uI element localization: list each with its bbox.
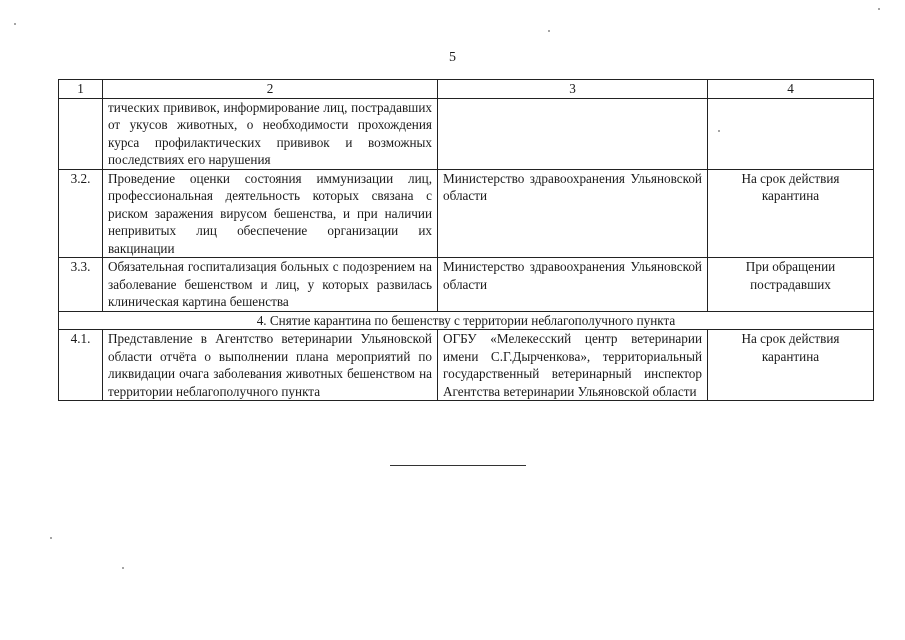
row-number (59, 98, 103, 169)
section-heading-row (59, 311, 874, 330)
measure-cell: Проведение оценки состояния иммунизации лиц, профессиональная деятельность которых связана с риском заражения вирусом бешенства, и при наличии непривитых лиц обеспечение организации их вакцинации (103, 169, 438, 258)
scan-speck (50, 537, 52, 539)
measures-table (58, 79, 874, 401)
scan-speck (14, 23, 16, 25)
table-row (59, 169, 874, 258)
scan-speck (548, 30, 550, 32)
column-header-1: 1 (59, 80, 103, 99)
executor-cell: Министерство здравоохранения Ульяновской области (438, 169, 708, 258)
term-cell: На срок действия карантина (708, 330, 874, 401)
scan-speck (878, 8, 880, 10)
measure-cell: Обязательная госпитализация больных с подозрением на заболевание бешенством и лиц, у которых развилась клиническая картина бешенства (103, 258, 438, 312)
row-number: 4.1. (59, 330, 103, 401)
section-4-title: 4. Снятие карантина по бешенству с территории неблагополучного пункта (59, 311, 874, 330)
executor-cell (438, 98, 708, 169)
column-header-3: 3 (438, 80, 708, 99)
page-number: 5 (449, 50, 456, 65)
table-header-row (59, 80, 874, 99)
term-cell: При обращении пострадавших (708, 258, 874, 312)
table-row (59, 98, 874, 169)
row-number: 3.3. (59, 258, 103, 312)
column-header-2: 2 (103, 80, 438, 99)
term-cell: На срок действия карантина (708, 169, 874, 258)
measure-cell: Представление в Агентство ветеринарии Ульяновской области отчёта о выполнении плана мероприятий по ликвидации очага заболевания животных бешенством на территории неблагополучного пункта (103, 330, 438, 401)
column-header-4: 4 (708, 80, 874, 99)
scan-speck (122, 567, 124, 569)
measure-cell: тических прививок, информирование лиц, пострадавших от укусов животных, о необходимости прохождения курса профилактических прививок и возможных последствиях его нарушения (103, 98, 438, 169)
table-row (59, 330, 874, 401)
scan-speck (718, 130, 720, 132)
term-cell (708, 98, 874, 169)
row-number: 3.2. (59, 169, 103, 258)
executor-cell: Министерство здравоохранения Ульяновской области (438, 258, 708, 312)
executor-cell: ОГБУ «Мелекесский центр ветеринарии имени С.Г.Дырченкова», территориальный государственный ветеринарный инспектор Агентства ветеринарии Ульяновской области (438, 330, 708, 401)
table-row (59, 258, 874, 312)
closing-rule (390, 465, 526, 466)
